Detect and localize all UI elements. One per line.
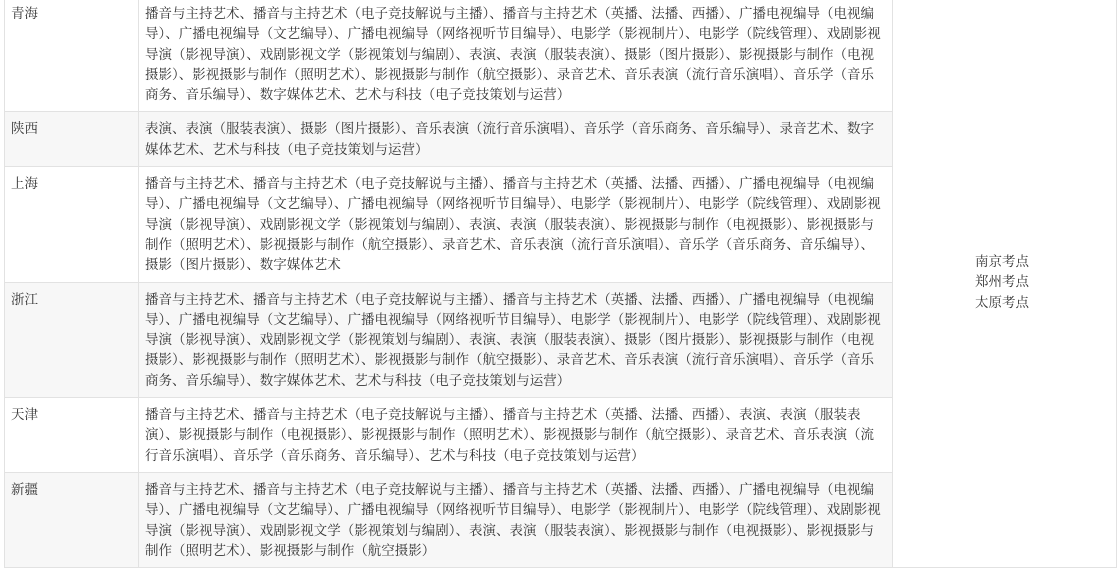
exam-site: 郑州考点 (975, 274, 1029, 291)
table-row (5, 0, 1117, 112)
enrollment-plan-table (4, 0, 1117, 568)
majors-cell: 播音与主持艺术、播音与主持艺术（电子竞技解说与主播）、播音与主持艺术（英播、法播、西播）、广播电视编导（电视编导）、广播电视编导（文艺编导）、广播电视编导（网络视听节目编导）、电影学（影视制片）、电影学（院线管理）、戏剧影视导演（影视导演）、戏剧影视文学（影视策划与编剧）、表演、表演（服装表演）、影视摄影与制作（电视摄影）、影视摄影与制作（照明艺术）、影视摄影与制作（航空摄影）、录音艺术、音乐表演（流行音乐演唱）、音乐学（音乐商务、音乐编导）、摄影（图片摄影）、数字媒体艺术 (139, 167, 893, 282)
majors-cell: 播音与主持艺术、播音与主持艺术（电子竞技解说与主播）、播音与主持艺术（英播、法播、西播）、广播电视编导（电视编导）、广播电视编导（文艺编导）、广播电视编导（网络视听节目编导）、电影学（影视制片）、电影学（院线管理）、戏剧影视导演（影视导演）、戏剧影视文学（影视策划与编剧）、表演、表演（服装表演）、摄影（图片摄影）、影视摄影与制作（电视摄影）、影视摄影与制作（照明艺术）、影视摄影与制作（航空摄影）、录音艺术、音乐表演（流行音乐演唱）、音乐学（音乐商务、音乐编导）、数字媒体艺术、艺术与科技（电子竞技策划与运营） (139, 282, 893, 397)
province-cell: 新疆 (5, 472, 139, 567)
province-cell: 浙江 (5, 282, 139, 397)
province-cell: 青海 (5, 0, 139, 112)
majors-cell: 表演、表演（服装表演）、摄影（图片摄影）、音乐表演（流行音乐演唱）、音乐学（音乐商务、音乐编导）、录音艺术、数字媒体艺术、艺术与科技（电子竞技策划与运营） (139, 112, 893, 167)
majors-cell: 播音与主持艺术、播音与主持艺术（电子竞技解说与主播）、播音与主持艺术（英播、法播、西播）、表演、表演（服装表演）、影视摄影与制作（电视摄影）、影视摄影与制作（照明艺术）、影视摄影与制作（航空摄影）、录音艺术、音乐表演（流行音乐演唱）、音乐学（音乐商务、音乐编导）、艺术与科技（电子竞技策划与运营） (139, 398, 893, 473)
exam-site: 南京考点 (975, 254, 1029, 271)
province-cell: 天津 (5, 398, 139, 473)
exam-sites-cell (893, 0, 1117, 568)
majors-cell: 播音与主持艺术、播音与主持艺术（电子竞技解说与主播）、播音与主持艺术（英播、法播、西播）、广播电视编导（电视编导）、广播电视编导（文艺编导）、广播电视编导（网络视听节目编导）、电影学（影视制片）、电影学（院线管理）、戏剧影视导演（影视导演）、戏剧影视文学（影视策划与编剧）、表演、表演（服装表演）、摄影（图片摄影）、影视摄影与制作（电视摄影）、影视摄影与制作（照明艺术）、影视摄影与制作（航空摄影）、录音艺术、音乐表演（流行音乐演唱）、音乐学（音乐商务、音乐编导）、数字媒体艺术、艺术与科技（电子竞技策划与运营） (139, 0, 893, 112)
province-cell: 上海 (5, 167, 139, 282)
exam-site: 太原考点 (975, 294, 1029, 311)
majors-cell: 播音与主持艺术、播音与主持艺术（电子竞技解说与主播）、播音与主持艺术（英播、法播、西播）、广播电视编导（电视编导）、广播电视编导（文艺编导）、广播电视编导（网络视听节目编导）、电影学（影视制片）、电影学（院线管理）、戏剧影视导演（影视导演）、戏剧影视文学（影视策划与编剧）、表演、表演（服装表演）、影视摄影与制作（电视摄影）、影视摄影与制作（照明艺术）、影视摄影与制作（航空摄影） (139, 472, 893, 567)
province-cell: 陕西 (5, 112, 139, 167)
